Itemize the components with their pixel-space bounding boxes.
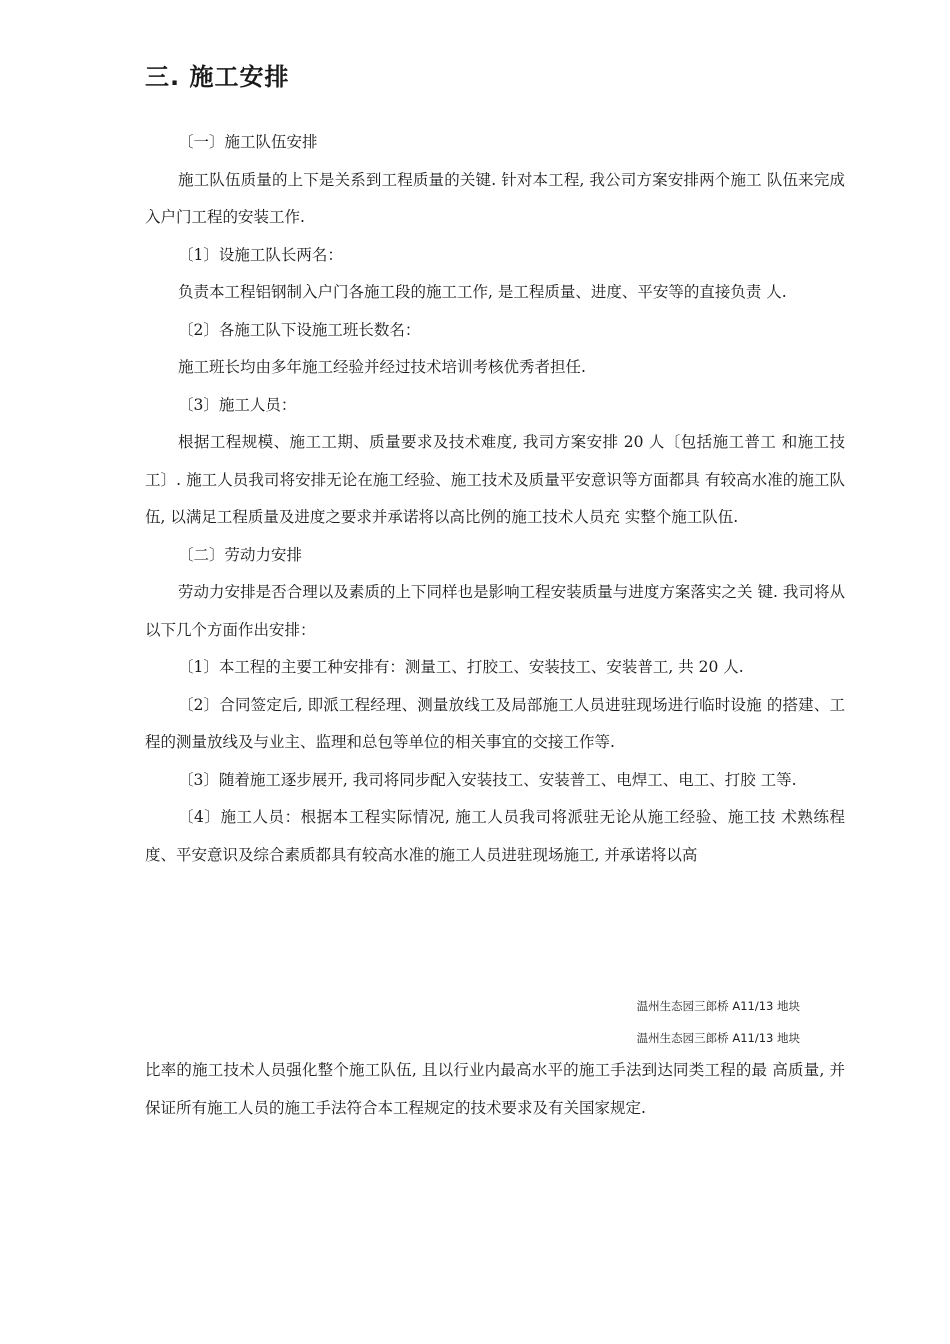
section-heading: 三. 施工安排 <box>145 63 290 91</box>
paragraph-workers: 根据工程规模、施工工期、质量要求及技术难度, 我司方案安排 20 人〔包括施工普工 和施工技工〕. 施工人员我司将安排无论在施工经验、施工技术及质量平安意识等方面都具 有较高水准的施工队伍, 以满足工程质量及进度之要求并承诺将以高比例的施工技术人员充 实整个施工队伍. <box>145 433 845 526</box>
subsection-title-team: 〔一〕施工队伍安排 <box>178 133 318 151</box>
item-workers: 〔3〕施工人员： <box>178 395 297 414</box>
paragraph-team-leaders: 负责本工程铝钢制入户门各施工段的施工工作, 是工程质量、进度、平安等的直接负责 人. <box>178 283 787 301</box>
item-labor-4: 〔4〕施工人员：根据本工程实际情况, 施工人员我司将派驻无论从施工经验、施工技 术熟练程度、平安意识及综合素质都具有较高水准的施工人员进驻现场施工, 并承诺将以高 <box>145 808 845 864</box>
paragraph-team-quality: 施工队伍质量的上下是关系到工程质量的关键. 针对本工程, 我公司方案安排两个施工 队伍来完成入户门工程的安装工作. <box>145 170 845 226</box>
paragraph-labor: 劳动力安排是否合理以及素质的上下同样也是影响工程安装质量与进度方案落实之关 键. 我司将从以下几个方面作出安排： <box>145 583 845 639</box>
item-team-leaders: 〔1〕设施工队长两名： <box>178 245 343 264</box>
subsection-title-labor: 〔二〕劳动力安排 <box>178 545 303 564</box>
page-header: 温州生态园三郎桥 A11/13 地块 <box>636 1031 800 1045</box>
item-shift-leaders: 〔2〕各施工队下设施工班长数名： <box>178 320 421 339</box>
item-labor-3: 〔3〕随着施工逐步展开, 我司将同步配入安装技工、安装普工、电焊工、电工、打胶 工等. <box>178 770 797 789</box>
main-text-block <box>145 124 845 874</box>
paragraph-shift-leaders: 施工班长均由多年施工经验并经过技术培训考核优秀者担任. <box>178 358 586 376</box>
continuation-text-block <box>145 1052 845 1127</box>
paragraph-continuation: 比率的施工技术人员强化整个施工队伍, 且以行业内最高水平的施工手法到达同类工程的最 高质量, 并保证所有施工人员的施工手法符合本工程规定的技术要求及有关国家规定. <box>145 1061 845 1117</box>
page-footer: 温州生态园三郎桥 A11/13 地块 <box>636 999 800 1013</box>
item-labor-1: 〔1〕本工程的主要工种安排有：测量工、打胶工、安装技工、安装普工, 共 20 人. <box>178 658 744 676</box>
item-labor-2: 〔2〕合同签定后, 即派工程经理、测量放线工及局部施工人员进驻现场进行临时设施 的搭建、工程的测量放线及与业主、监理和总包等单位的相关事宜的交接工作等. <box>145 695 845 751</box>
